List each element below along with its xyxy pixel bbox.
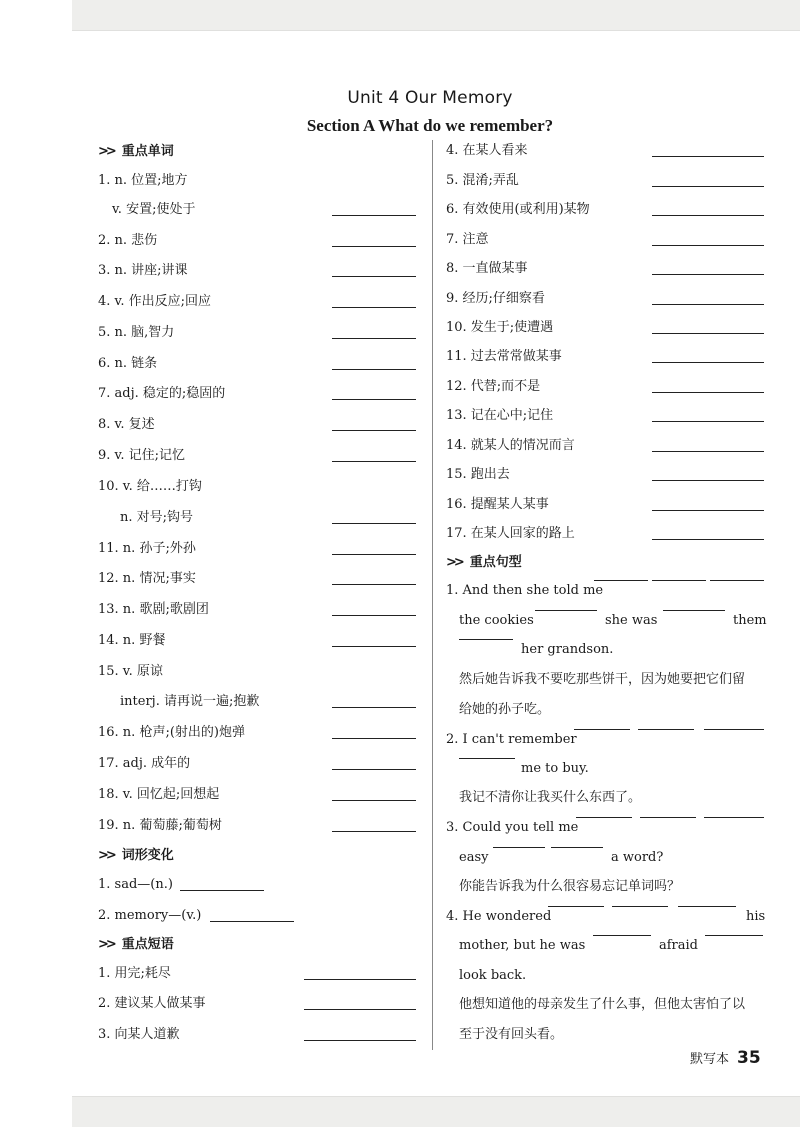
sentence-translation: 他想知道他的母亲发生了什么事，但他太害怕了以 (459, 997, 746, 1012)
answer-blank[interactable] (652, 156, 764, 157)
sentence-translation: 给她的孙子吃。 (459, 702, 551, 717)
answer-blank[interactable] (332, 831, 416, 832)
answer-blank[interactable] (210, 921, 294, 922)
answer-blank[interactable] (652, 451, 764, 452)
sentences-header: >> 重点句型 (446, 552, 522, 574)
answer-blank[interactable] (551, 847, 603, 848)
form-item: 2. memory—(v.) (98, 905, 428, 927)
phrase-item: 10. 发生于;使遭遇 (446, 317, 766, 339)
answer-blank[interactable] (652, 421, 764, 422)
answer-blank[interactable] (459, 639, 513, 640)
answer-blank[interactable] (304, 979, 416, 980)
phrase-item: 16. 提醒某人某事 (446, 494, 766, 516)
sentence-line: 3. Could you tell me (446, 817, 768, 839)
answer-blank[interactable] (612, 906, 668, 907)
vocab-item: 16. n. 枪声;(射出的)炮弹 (98, 722, 428, 744)
answer-blank[interactable] (593, 935, 651, 936)
answer-blank[interactable] (652, 392, 764, 393)
answer-blank[interactable] (332, 369, 416, 370)
answer-blank[interactable] (332, 461, 416, 462)
phrase-item: 5. 混淆;弄乱 (446, 170, 766, 192)
phrase-item: 9. 经历;仔细察看 (446, 288, 766, 310)
sentence-line: the cookies she was them (459, 610, 768, 632)
phrase-item: 13. 记在心中;记住 (446, 405, 766, 427)
answer-blank[interactable] (652, 362, 764, 363)
vocab-item: n. 对号;钩号 (120, 507, 428, 529)
vocab-item: 18. v. 回忆起;回想起 (98, 784, 428, 806)
answer-blank[interactable] (640, 817, 696, 818)
double-chevron-icon: >> (98, 937, 114, 952)
unit-title: Unit 4 Our Memory (347, 88, 513, 108)
column-divider (432, 140, 433, 1050)
vocab-item: 17. adj. 成年的 (98, 753, 428, 775)
vocab-item: 5. n. 脑,智力 (98, 322, 428, 344)
answer-blank[interactable] (663, 610, 725, 611)
phrase-item: 8. 一直做某事 (446, 258, 766, 280)
answer-blank[interactable] (705, 935, 763, 936)
answer-blank[interactable] (459, 758, 515, 759)
phrases-header: >> 重点短语 (98, 934, 174, 956)
phrase-item: 17. 在某人回家的路上 (446, 523, 766, 545)
answer-blank[interactable] (332, 276, 416, 277)
answer-blank[interactable] (652, 580, 706, 581)
vocab-item: 12. n. 情况;事实 (98, 568, 428, 590)
sentence-line: look back. (459, 968, 527, 983)
answer-blank[interactable] (332, 215, 416, 216)
answer-blank[interactable] (332, 338, 416, 339)
answer-blank[interactable] (332, 584, 416, 585)
answer-blank[interactable] (594, 580, 648, 581)
answer-blank[interactable] (576, 817, 632, 818)
vocab-item: interj. 请再说一遍;抱歉 (120, 691, 428, 713)
answer-blank[interactable] (332, 738, 416, 739)
vocab-item: 9. v. 记住;记忆 (98, 445, 428, 467)
answer-blank[interactable] (332, 430, 416, 431)
answer-blank[interactable] (652, 215, 764, 216)
sentence-translation: 然后她告诉我不要吃那些饼干，因为她要把它们留 (459, 672, 746, 687)
sentence-line: 1. And then she told me (446, 580, 768, 602)
double-chevron-icon: >> (98, 848, 114, 863)
sentence-translation: 至于没有回头看。 (459, 1027, 564, 1042)
vocab-item: 11. n. 孙子;外孙 (98, 538, 428, 560)
sentence-translation: 我记不清你让我买什么东西了。 (459, 790, 642, 805)
answer-blank[interactable] (332, 246, 416, 247)
phrase-item: 2. 建议某人做某事 (98, 993, 428, 1015)
page-footer (690, 1048, 761, 1068)
vocab-item: 7. adj. 稳定的;稳固的 (98, 383, 428, 405)
vocab-item: 3. n. 讲座;讲课 (98, 260, 428, 282)
phrase-item: 7. 注意 (446, 229, 766, 251)
answer-blank[interactable] (704, 817, 764, 818)
answer-blank[interactable] (704, 729, 764, 730)
forms-header: >> 词形变化 (98, 845, 174, 867)
answer-blank[interactable] (332, 769, 416, 770)
vocab-item: 6. n. 链条 (98, 353, 428, 375)
phrase-item: 14. 就某人的情况而言 (446, 435, 766, 457)
phrase-item: 12. 代替;而不是 (446, 376, 766, 398)
answer-blank[interactable] (304, 1040, 416, 1041)
answer-blank[interactable] (332, 554, 416, 555)
answer-blank[interactable] (652, 539, 764, 540)
sentence-line: me to buy. (459, 758, 768, 780)
double-chevron-icon: >> (98, 144, 114, 159)
vocab-item: 19. n. 葡萄藤;葡萄树 (98, 815, 428, 837)
answer-blank[interactable] (493, 847, 545, 848)
answer-blank[interactable] (332, 615, 416, 616)
bottom-page-band (72, 1096, 800, 1127)
sentence-line: 2. I can't remember (446, 729, 768, 751)
answer-blank[interactable] (548, 906, 604, 907)
answer-blank[interactable] (332, 307, 416, 308)
double-chevron-icon: >> (446, 555, 462, 570)
vocab-item: 1. n. 位置;地方 (98, 173, 188, 188)
answer-blank[interactable] (180, 890, 264, 891)
sentence-translation: 你能告诉我为什么很容易忘记单词吗？ (459, 879, 681, 894)
answer-blank[interactable] (332, 399, 416, 400)
answer-blank[interactable] (638, 729, 694, 730)
answer-blank[interactable] (652, 304, 764, 305)
phrase-item: 4. 在某人看来 (446, 140, 766, 162)
answer-blank[interactable] (332, 646, 416, 647)
answer-blank[interactable] (332, 707, 416, 708)
sentence-line: easy a word? (459, 847, 768, 869)
vocab-item: 14. n. 野餐 (98, 630, 428, 652)
answer-blank[interactable] (678, 906, 736, 907)
answer-blank[interactable] (710, 580, 764, 581)
phrase-item: 3. 向某人道歉 (98, 1024, 428, 1046)
vocab-item: 15. v. 原谅 (98, 664, 163, 679)
phrase-item: 15. 跑出去 (446, 464, 766, 486)
phrase-item: 6. 有效使用(或利用)某物 (446, 199, 766, 221)
vocab-item: v. 安置;使处于 (112, 199, 428, 221)
answer-blank[interactable] (652, 186, 764, 187)
page-number: 35 (737, 1048, 761, 1068)
sentence-line: her grandson. (459, 639, 768, 661)
workbook-label: 默写本 (690, 1052, 730, 1067)
top-page-band (72, 0, 800, 31)
answer-blank[interactable] (535, 610, 597, 611)
vocab-item: 8. v. 复述 (98, 414, 428, 436)
phrase-item: 1. 用完;耗尽 (98, 963, 428, 985)
answer-blank[interactable] (304, 1009, 416, 1010)
answer-blank[interactable] (652, 245, 764, 246)
answer-blank[interactable] (332, 523, 416, 524)
vocab-item: 4. v. 作出反应;回应 (98, 291, 428, 313)
vocab-item: 10. v. 给……打钩 (98, 479, 202, 494)
sentence-line: 4. He wondered his (446, 906, 768, 928)
answer-blank[interactable] (652, 480, 764, 481)
answer-blank[interactable] (652, 274, 764, 275)
form-item: 1. sad—(n.) (98, 874, 428, 896)
vocab-item: 2. n. 悲伤 (98, 230, 428, 252)
phrase-item: 11. 过去常常做某事 (446, 346, 766, 368)
section-title: Section A What do we remember? (306, 116, 554, 135)
answer-blank[interactable] (574, 729, 630, 730)
answer-blank[interactable] (652, 510, 764, 511)
vocab-header: >> 重点单词 (98, 141, 174, 163)
answer-blank[interactable] (652, 333, 764, 334)
vocab-item: 13. n. 歌剧;歌剧团 (98, 599, 428, 621)
sentence-line: mother, but he was afraid (459, 935, 768, 957)
answer-blank[interactable] (332, 800, 416, 801)
